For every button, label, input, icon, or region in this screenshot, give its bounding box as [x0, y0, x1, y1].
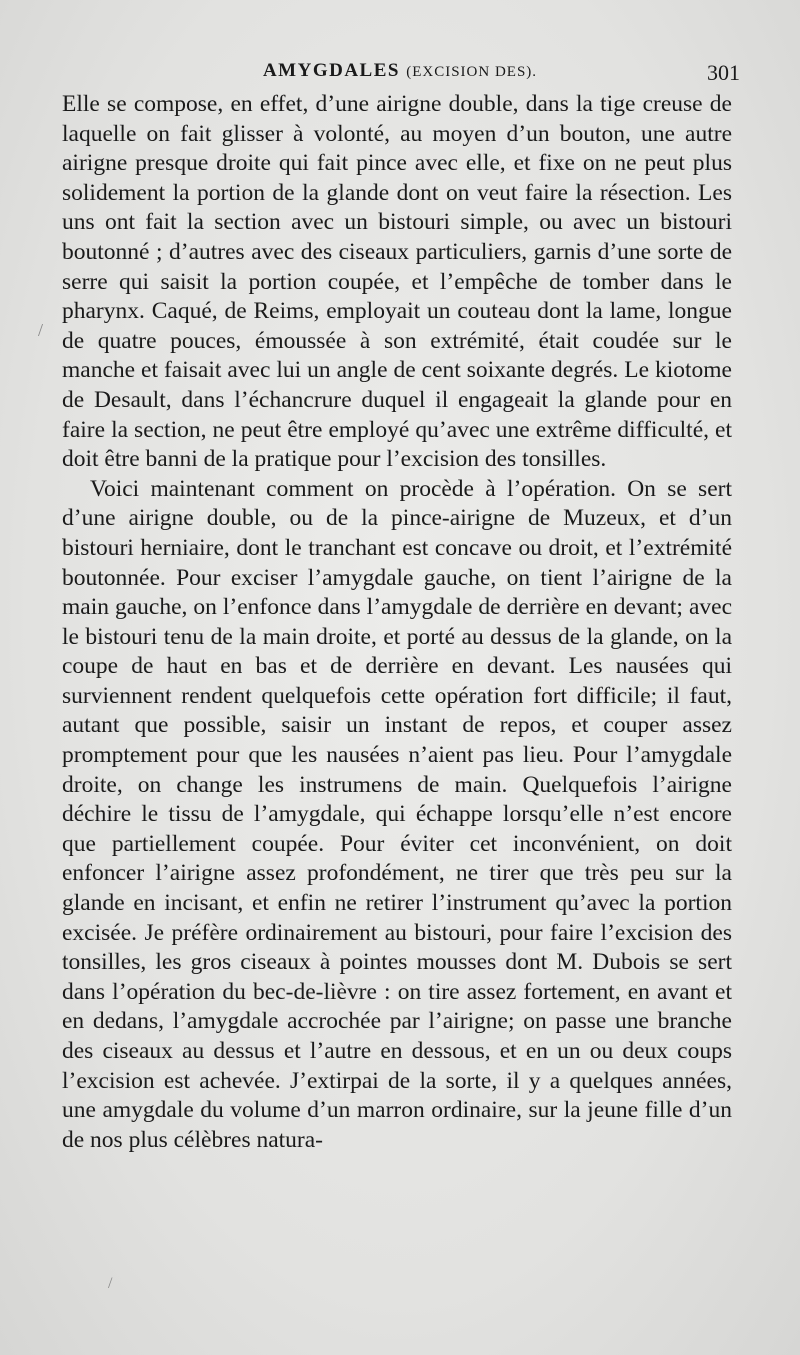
margin-pencil-mark: / — [38, 320, 44, 340]
page-number: 301 — [707, 60, 740, 85]
body-text — [62, 90, 732, 1155]
paragraph-1: Elle se compose, en effet, d’une airigne double, dans la tige creuse de laquelle on fait glisser à volonté, au moyen d’un bouton, une autre airigne presque droite qui fait pince avec elle, et fixe on ne peut plus solidement la portion de la glande dont on veut faire la résection. Les uns ont fait la section avec un bistouri simple, ou avec un bistouri boutonné ; d’autres avec des ciseaux particuliers, garnis d’une sorte de serre qui saisit la portion coupée, et l’empêche de tomber dans le pharynx. Caqué, de Reims, employait un couteau dont la lame, longue de quatre pouces, émoussée à son extrémité, était coudée sur le manche et faisait avec lui un angle de cent soixante degrés. Le kiotome de Desault, dans l’échancrure duquel il engageait la glande pour en faire la section, ne peut être employé qu’avec une extrême difficulté, et doit être banni de la pratique pour l’excision des tonsilles. — [62, 91, 732, 473]
running-head-subtitle: (EXCISION DES). — [406, 64, 538, 80]
running-head-title — [60, 60, 740, 82]
paragraph-2: Voici maintenant comment on procède à l’opération. On se sert d’une airigne double, ou de la pince-airigne de Muzeux, et d’un bistouri herniaire, dont le tranchant est concave ou droit, et l’extrémité boutonnée. Pour exciser l’amygdale gauche, on tient l’airigne de la main gauche, on l’enfonce dans l’amygdale de derrière en devant; avec le bistouri tenu de la main droite, et porté au dessus de la glande, on la coupe de haut en bas et de derrière en devant. Les nausées qui surviennent rendent quelquefois cette opération fort difficile; il faut, autant que possible, saisir un instant de repos, et couper assez promptement pour que les nausées n’aient pas lieu. Pour l’amygdale droite, on change les instrumens de main. Quelquefois l’airigne déchire le tissu de l’amygdale, qui échappe lorsqu’elle n’est encore que partiellement coupée. Pour éviter cet inconvénient, on doit enfoncer l’airigne assez profondément, ne tirer que très peu sur la glande en incisant, et enfin ne retirer l’instrument qu’avec la portion excisée. Je préfère ordinairement au bistouri, pour faire l’excision des tonsilles, les gros ciseaux à pointes mousses dont M. Dubois se sert dans l’opération du bec-de-lièvre : on tire assez fortement, en avant et en dedans, l’amygdale accrochée par l’airigne; on passe une branche des ciseaux au dessus et l’autre en dessous, et en un ou deux coups l’excision est achevée. J’extirpai de la sorte, il y a quelques années, une amygdale du volume d’un marron ordinaire, sur la jeune fille d’un de nos plus célèbres natura- — [62, 475, 732, 1153]
running-head — [60, 58, 740, 88]
running-head-main: AMYGDALES — [262, 60, 400, 81]
margin-pencil-mark-bottom: / — [108, 1275, 113, 1292]
